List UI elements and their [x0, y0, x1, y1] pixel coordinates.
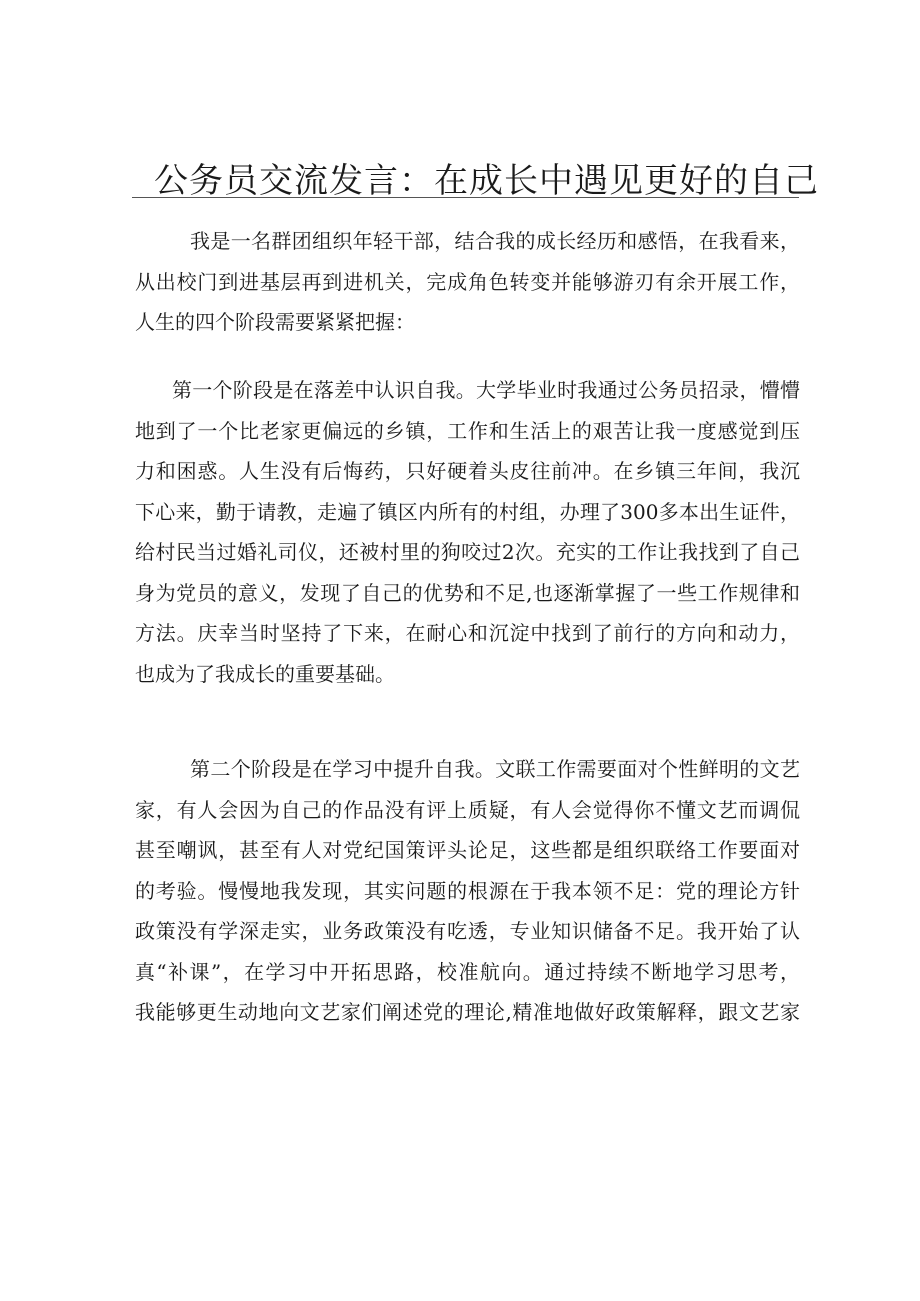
paragraph-line: 第二个阶段是在学习中提升自我。文联工作需要面对个性鲜明的文艺: [190, 757, 800, 781]
paragraph-line: 真“补课”，在学习中开拓思路，校准航向。通过持续不断地学习思考，: [135, 959, 800, 984]
paragraph-line: 人生的四个阶段需要紧紧把握：: [135, 310, 415, 334]
title-underline: [132, 197, 799, 198]
paragraph-line: 我能够更生动地向文艺家们阐述党的理论,精准地做好政策解释，跟文艺家: [135, 1000, 800, 1024]
paragraph-line: 甚至嘲讽，甚至有人对党纪国策评头论足，这些都是组织联络工作要面对: [135, 838, 800, 862]
paragraph-line: 从出校门到进基层再到进机关，完成角色转变并能够游刃有余开展工作，: [135, 269, 800, 294]
paragraph-line: 身为党员的意义，发现了自己的优势和不足,也逐渐掌握了一些工作规律和: [135, 580, 800, 605]
paragraph-line: 的考验。慢慢地我发现，其实问题的根源在于我本领不足：党的理论方针: [135, 878, 800, 903]
paragraph-intro: [135, 221, 800, 343]
paragraph-line: 第一个阶段是在落差中认识自我。大学毕业时我通过公务员招录，懵懵: [172, 378, 800, 402]
paragraph-line: 下心来，勤于请教，走遍了镇区内所有的村组，办理了300多本出生证件，: [135, 499, 800, 524]
paragraph-line: 也成为了我成长的重要基础。: [135, 661, 395, 686]
paragraph-stage-one: [135, 370, 800, 694]
document-title: 公务员交流发言：在成长中遇见更好的自己: [154, 161, 819, 201]
paragraph-line: 我是一名群团组织年轻干部，结合我的成长经历和感悟，在我看来，: [190, 229, 800, 253]
paragraph-line: 地到了一个比老家更偏远的乡镇，工作和生活上的艰苦让我一度感觉到压: [135, 418, 800, 443]
paragraph-line: 方法。庆幸当时坚持了下来，在耐心和沉淀中找到了前行的方向和动力，: [135, 621, 800, 645]
paragraph-line: 力和困惑。人生没有后悔药，只好硬着头皮往前冲。在乡镇三年间，我沉: [135, 459, 800, 483]
paragraph-line: 家，有人会因为自己的作品没有评上质疑，有人会觉得你不懂文艺而调侃: [135, 797, 800, 822]
paragraph-line: 给村民当过婚礼司仪，还被村里的狗咬过2次。充实的工作让我找到了自己: [135, 540, 800, 564]
paragraph-line: 政策没有学深走实，业务政策没有吃透，专业知识储备不足。我开始了认: [135, 919, 800, 943]
paragraph-stage-two: [135, 749, 800, 1033]
